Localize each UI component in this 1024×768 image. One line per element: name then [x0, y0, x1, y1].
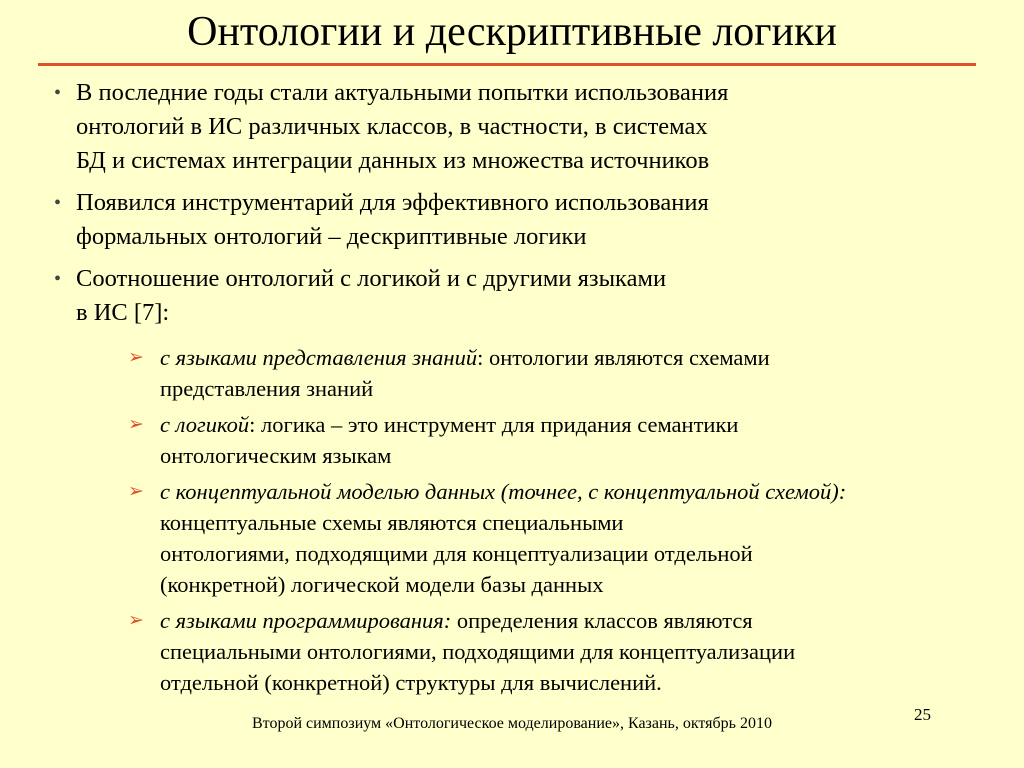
bullet-dot-icon: • [54, 192, 62, 214]
bullet-line: БД и системах интеграции данных из множества источников [76, 147, 710, 174]
bullet-dot-icon: • [54, 268, 62, 290]
bullet-line: Соотношение онтологий с логикой и с другими языками [76, 265, 667, 292]
sub-bullet-line: определения классов являются [451, 608, 753, 633]
slide-content [54, 76, 984, 706]
sub-bullet-line: онтологическим языкам [160, 443, 392, 468]
sub-bullet-line: специальными онтологиями, подходящими для концептуализации [160, 639, 796, 664]
slide-title: Онтологии и дескриптивные логики [187, 9, 837, 55]
sub-bullet-topic: с концептуальной моделью данных (точнее, с концептуальной схемой): [160, 479, 847, 504]
sub-bullet-line: : логика – это инструмент для придания семантики [249, 412, 739, 437]
slide-footer: Второй симпозиум «Онтологическое моделирование», Казань, октябрь 2010 [252, 715, 772, 732]
sub-bullet-line: концептуальные схемы являются специальными [160, 510, 624, 535]
arrow-bullet-icon: ➢ [128, 609, 144, 631]
sub-bullet-item [128, 476, 984, 600]
sub-bullet-topic: с логикой [160, 412, 250, 437]
sub-bullet-topic: с языками представления знаний [160, 345, 478, 370]
arrow-bullet-icon: ➢ [128, 413, 144, 435]
bullet-line: онтологий в ИС различных классов, в частности, в системах [76, 113, 708, 140]
bullet-item [54, 262, 984, 698]
bullet-line: Появился инструментарий для эффективного использования [76, 189, 709, 216]
title-underline [38, 63, 976, 66]
sub-bullet-line: : онтологии являются схемами [477, 345, 770, 370]
sub-bullet-line: (конкретной) логической модели базы данных [160, 572, 604, 597]
arrow-bullet-icon: ➢ [128, 480, 144, 502]
bullet-item [54, 76, 984, 178]
sub-bullet-line: онтологиями, подходящими для концептуализации отдельной [160, 541, 753, 566]
bullet-line: формальных онтологий – дескриптивные логики [76, 223, 587, 250]
bullet-dot-icon: • [54, 82, 62, 104]
sub-bullet-line: отдельной (конкретной) структуры для вычислений. [160, 670, 662, 695]
arrow-bullet-icon: ➢ [128, 346, 144, 368]
sub-bullet-line: представления знаний [160, 376, 374, 401]
sub-bullet-item [128, 409, 984, 471]
sub-bullet-topic: с языками программирования: [160, 608, 452, 633]
bullet-line: В последние годы стали актуальными попытки использования [76, 79, 729, 106]
sub-bullet-item [128, 342, 984, 404]
sub-bullet-item [128, 605, 984, 698]
bullet-item [54, 186, 984, 254]
sub-bullet-list [76, 342, 984, 698]
bullet-line: в ИС [7]: [76, 299, 170, 326]
page-number: 25 [914, 705, 931, 724]
